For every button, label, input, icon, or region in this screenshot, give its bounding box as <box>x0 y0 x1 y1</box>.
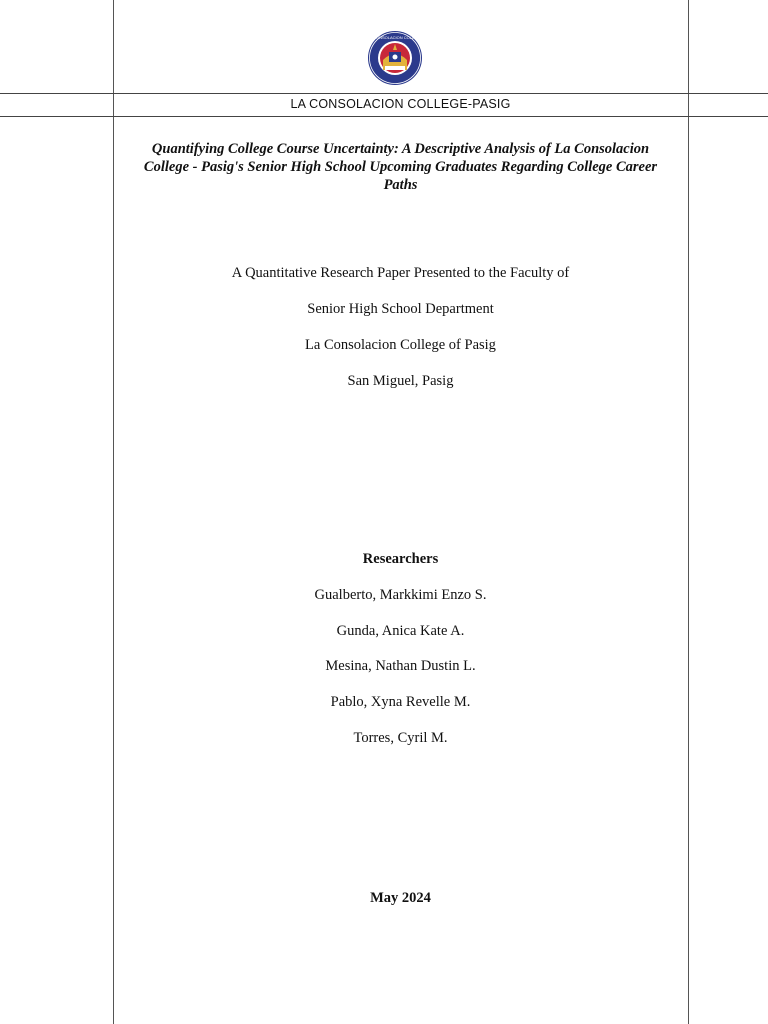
svg-text:LA CONSOLACION COLLEGE: LA CONSOLACION COLLEGE <box>367 35 423 40</box>
researcher-name: Gualberto, Markkimi Enzo S. <box>314 587 487 603</box>
researcher-name: Torres, Cyril M. <box>353 730 448 746</box>
header-bottom-rule <box>0 116 768 117</box>
right-margin-line <box>688 0 689 1024</box>
department-line: Senior High School Department <box>307 301 494 317</box>
institution-header: LA CONSOLACION COLLEGE-PASIG <box>290 97 511 111</box>
researcher-name: Gunda, Anica Kate A. <box>336 623 465 639</box>
left-margin-line <box>113 0 114 1024</box>
researchers-heading: Researchers <box>362 551 439 567</box>
location-line: San Miguel, Pasig <box>347 373 454 389</box>
presented-to-line: A Quantitative Research Paper Presented to the Faculty of <box>231 265 570 281</box>
submission-date: May 2024 <box>370 890 431 906</box>
researcher-name: Pablo, Xyna Revelle M. <box>330 694 471 710</box>
researcher-name: Mesina, Nathan Dustin L. <box>325 658 476 674</box>
paper-title: Quantifying College Course Uncertainty: A Descriptive Analysis of La Consolacion College - Pasig's Senior High School Upcoming Graduates Regarding College Career Paths <box>143 141 658 193</box>
header-top-rule <box>0 93 768 94</box>
college-line: La Consolacion College of Pasig <box>305 337 496 353</box>
college-seal-logo <box>367 30 423 86</box>
